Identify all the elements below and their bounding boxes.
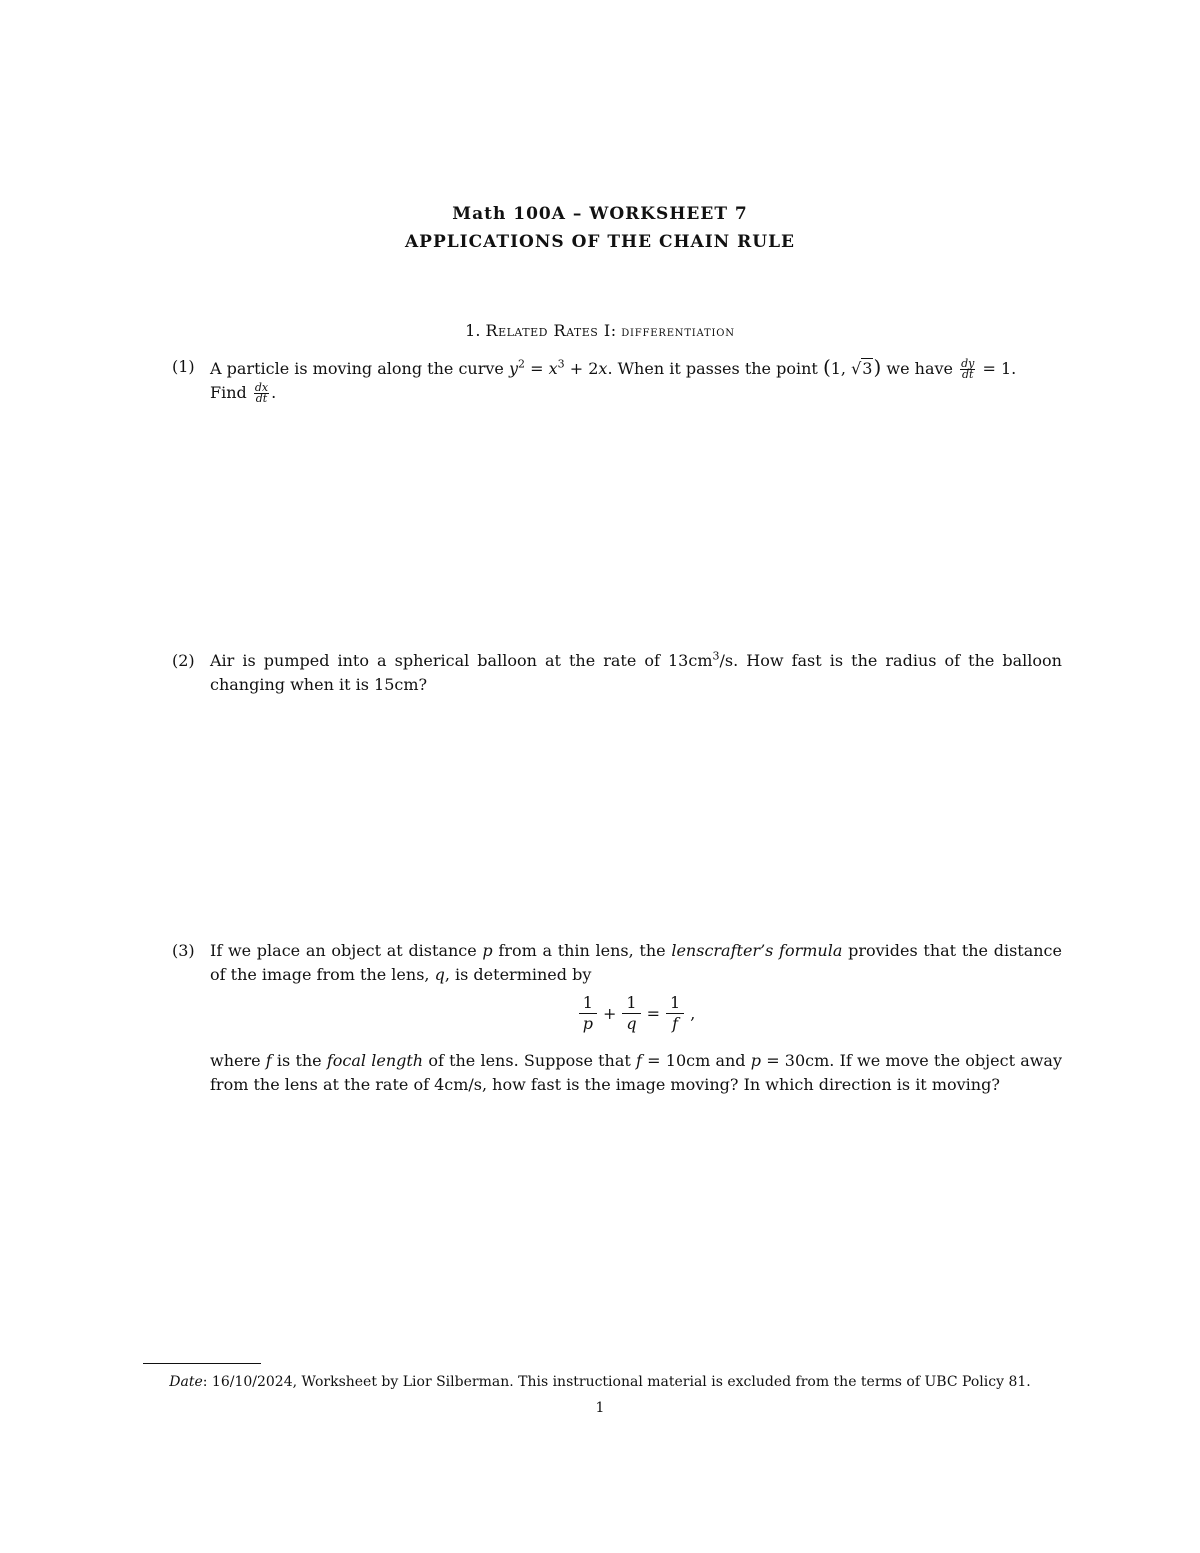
problem-label: (1) xyxy=(172,357,195,376)
worksheet-subtitle: APPLICATIONS OF THE CHAIN RULE xyxy=(404,232,796,252)
emphasis-term: lenscrafter’s formula xyxy=(671,941,843,960)
fraction-dy-dt: $\frac{dy}{dt}$ xyxy=(961,357,975,381)
footnote-text: : 16/10/2024, Worksheet by Lior Silberman. This instructional material is excluded from the terms of UBC Policy 81. xyxy=(202,1374,1031,1390)
problem-text: If we place an object at distance p from a thin lens, the lenscrafter’s formula provides that the distance of the image from the lens, q, is determined by $\frac{1}{p}$ + $\frac{1}{q}$ = $\frac{1}{f}$ , where f is the focal length of the lens. Suppose that f = 10cm and p = 30cm. If we move the object away from the lens at the rate of 4cm/s, how fast is the image moving? In which direction is it moving? xyxy=(210,941,1063,1094)
lens-equation: $\frac{1}{p}$ + $\frac{1}{q}$ = $\frac{1}{f}$ , xyxy=(210,993,1062,1043)
fraction-dx-dt: $\frac{dx}{dt}$ xyxy=(254,381,269,405)
problem-1 xyxy=(172,355,1062,405)
section-subtitle: differentiation xyxy=(621,324,735,340)
worksheet-title: Math 100A – WORKSHEET 7 xyxy=(452,204,748,224)
footnote-label: Date xyxy=(169,1374,203,1390)
problem-label: (3) xyxy=(172,941,195,960)
emphasis-term: focal length xyxy=(326,1051,424,1070)
problem-3 xyxy=(172,939,1062,1097)
section-name: Related Rates I xyxy=(485,321,611,340)
section-heading: 1. Related Rates I: differentiation xyxy=(465,321,735,340)
problem-text: A particle is moving along the curve $y^2 = x^3 + 2x$. When it passes the point (1, √3) we have $\frac{dy}{dt}$ = 1. Find $\frac{dx}{dt}$ . xyxy=(210,355,1017,405)
problem-2 xyxy=(172,649,1062,697)
section-number: 1. xyxy=(465,321,481,340)
page-number: 1 xyxy=(595,1400,605,1416)
problem-text: Air is pumped into a spherical balloon at the rate of $13cm^3/s$. How fast is the radius of the balloon changing when it is 15cm? xyxy=(210,649,1062,694)
footnote-rule xyxy=(143,1363,261,1364)
problem-label: (2) xyxy=(172,651,195,670)
footnote xyxy=(0,1374,1200,1390)
